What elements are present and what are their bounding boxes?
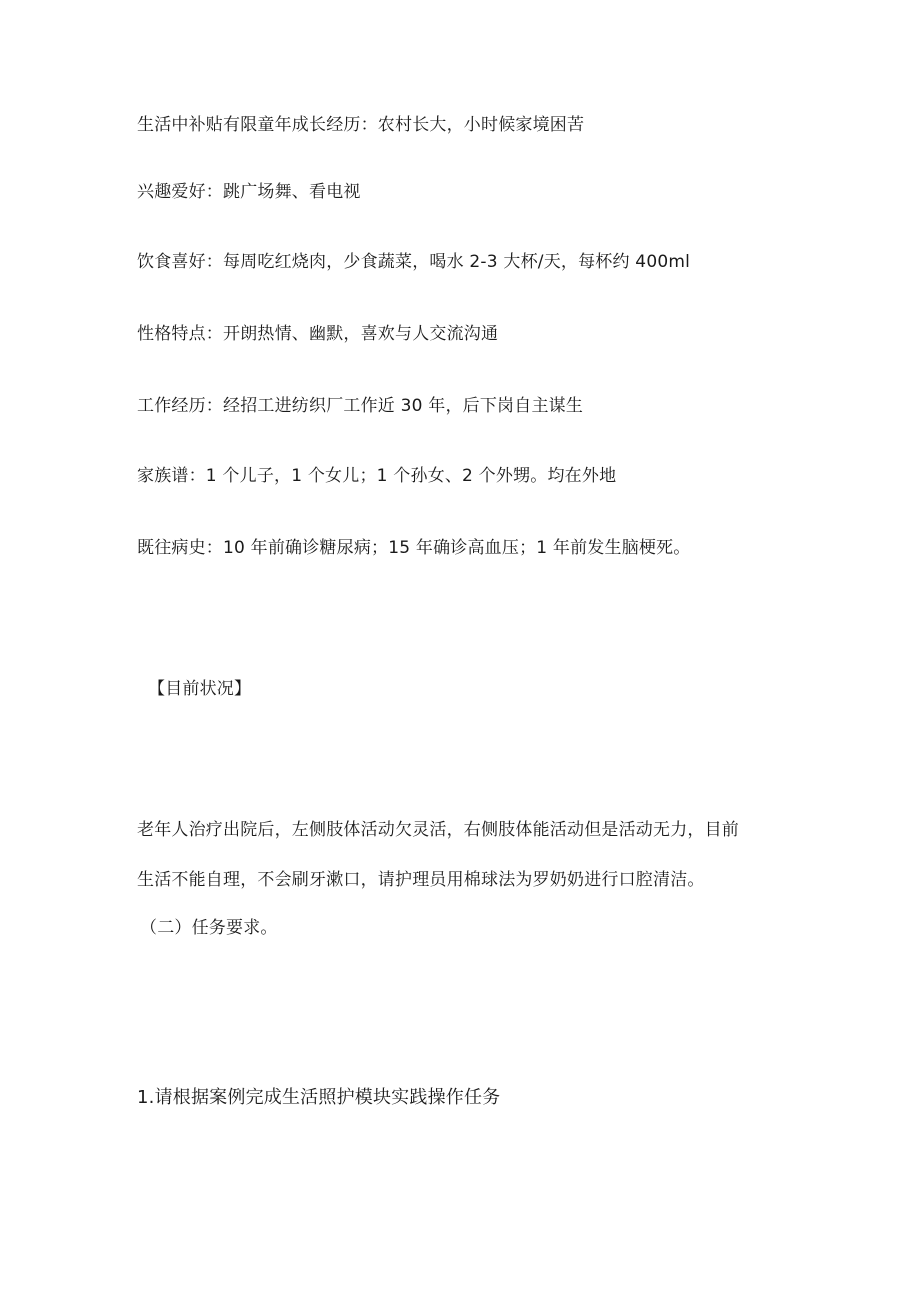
- childhood-line: 生活中补贴有限童年成长经历：农村长大，小时候家境困苦: [137, 115, 585, 135]
- task-item-1: 1.请根据案例完成生活照护模块实践操作任务: [137, 1087, 501, 1108]
- status-paragraph-line-1: 老年人治疗出院后，左侧肢体活动欠灵活，右侧肢体能活动但是活动无力，目前: [137, 820, 739, 840]
- status-paragraph-line-2: 生活不能自理，不会刷牙漱口，请护理员用棉球法为罗奶奶进行口腔清洁。: [137, 870, 705, 890]
- diet-line: 饮食喜好：每周吃红烧肉，少食蔬菜，喝水 2-3 大杯/天，每杯约 400ml: [137, 252, 691, 272]
- task-heading: （二）任务要求。: [140, 918, 278, 938]
- personality-line: 性格特点：开朗热情、幽默，喜欢与人交流沟通: [137, 324, 499, 344]
- section-heading-current-status: 【目前状况】: [148, 679, 252, 699]
- family-line: 家族谱：1 个儿子，1 个女儿；1 个孙女、2 个外甥。均在外地: [137, 466, 617, 486]
- hobbies-line: 兴趣爱好：跳广场舞、看电视: [137, 182, 361, 202]
- work-history-line: 工作经历：经招工进纺织厂工作近 30 年，后下岗自主谋生: [137, 396, 584, 416]
- medical-history-line: 既往病史：10 年前确诊糖尿病；15 年确诊高血压；1 年前发生脑梗死。: [137, 538, 691, 558]
